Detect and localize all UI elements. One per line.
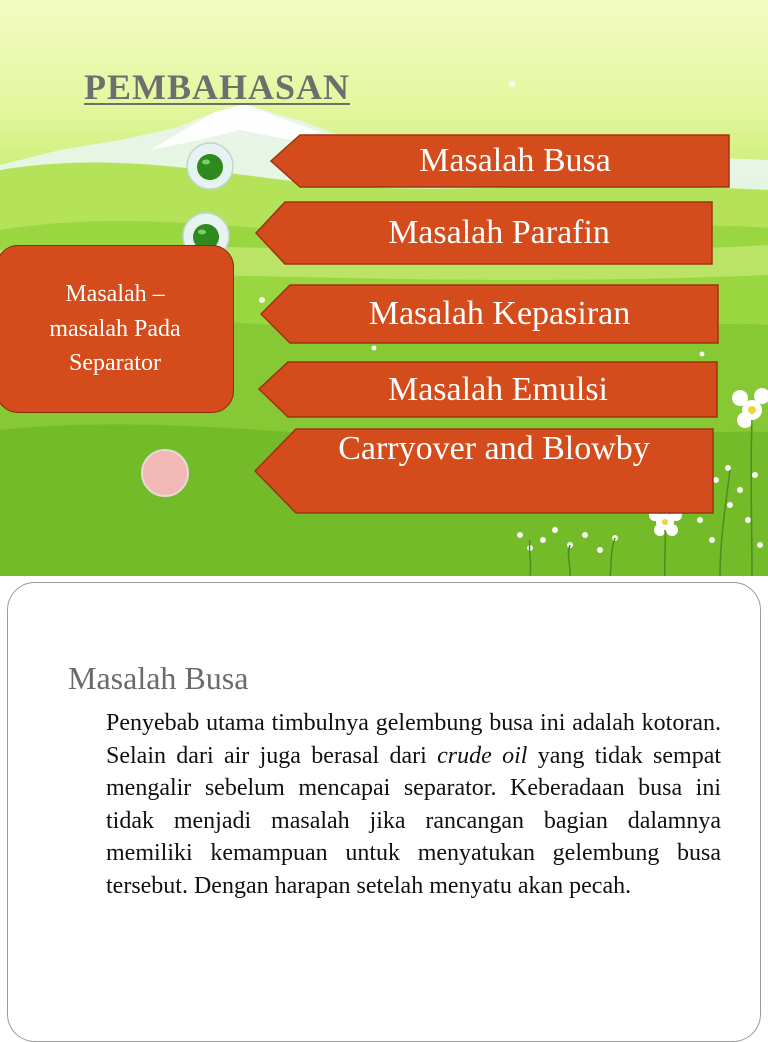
center-box-line: Masalah – <box>65 280 165 307</box>
item-masalah-emulsi <box>258 361 718 418</box>
pink-bullet-icon <box>141 449 189 497</box>
item-masalah-kepasiran <box>260 284 719 344</box>
item-masalah-busa <box>270 134 730 188</box>
body-text: yang tidak sempat mengalir sebelum mencapai separator. Keberadaan busa ini tidak menjadi masalah jika rancangan bagian dalamnya memiliki kemampuan untuk menyatukan gelembung busa tersebut. Dengan harapan setelah menyatu akan pecah. <box>106 742 722 899</box>
slide-masalah-busa <box>0 576 768 1024</box>
item-label: Masalah Kepasiran <box>368 295 631 332</box>
body-italic-term: crude oil <box>437 742 528 769</box>
item-label: Masalah Emulsi <box>387 370 609 408</box>
section-body <box>106 707 721 902</box>
item-carryover-blowby <box>254 428 714 514</box>
center-box-line: Separator <box>69 350 161 377</box>
body-text: Penyebab utama timbulnya gelembung busa ini adalah kotoran. Selain dari air juga berasal dari <box>106 710 721 769</box>
item-masalah-parafin <box>255 201 713 265</box>
center-topic-box <box>0 245 234 413</box>
item-label: Masalah Busa <box>419 142 611 179</box>
green-apple-bullet-icon <box>186 142 234 190</box>
page-title: PEMBAHASAN <box>84 67 351 107</box>
section-title: Masalah Busa <box>68 660 249 696</box>
item-label: Carryover and Blowby <box>338 430 650 467</box>
item-label: Masalah Parafin <box>388 214 610 251</box>
center-box-line: masalah Pada <box>49 315 181 342</box>
